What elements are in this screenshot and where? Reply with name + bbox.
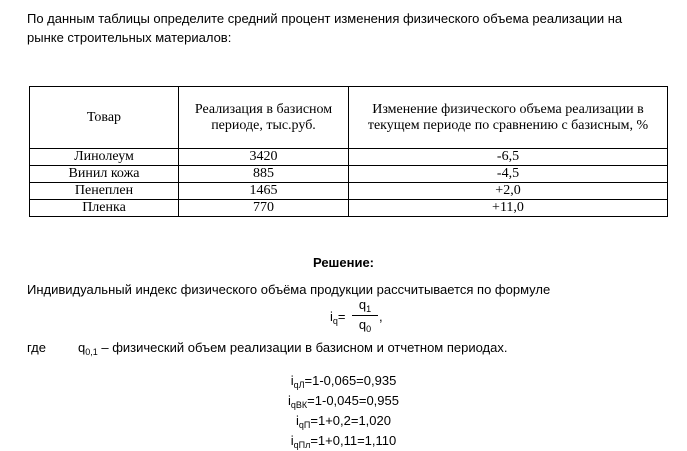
cell-product: Пленка [30,200,179,217]
formula-legend [27,340,508,355]
cell-base-sales: 770 [179,200,349,217]
cell-volume-change: -4,5 [349,166,668,183]
index-calculations [0,371,687,451]
cell-product: Пенеплен [30,183,179,200]
solution-intro: Индивидуальный индекс физического объёма продукции рассчитывается по формуле [27,282,551,297]
calc-line: $i_{qВК}=1-0,045=0,955$ [288,393,399,410]
cell-volume-change: -6,5 [349,149,668,166]
calc-line: $i_{qПл}=1+0,11=1,110$ [290,433,397,450]
table-header-row [30,87,668,149]
header-product: Товар [30,87,179,149]
legend-text: – физический объем реализации в базисном и отчетном периодах. [97,340,508,355]
formula-denominator: $q_0$ [358,317,372,334]
formula-numerator: $q_1$ [358,297,372,314]
formula-comma: , [379,309,383,324]
cell-volume-change: +2,0 [349,183,668,200]
formula-lhs: $i_q=$ [330,309,346,326]
cell-volume-change: +11,0 [349,200,668,217]
cell-product: Линолеум [30,149,179,166]
table-row [30,166,668,183]
solution-title: Решение: [312,255,375,270]
legend-where-word: где [27,340,46,355]
task-line-1: По данным таблицы определите средний процент изменения физического объема реализации на [27,11,623,26]
task-line-2: рынке строительных материалов: [27,30,232,45]
calc-line: $i_{qП}=1+0,2=1,020$ [296,413,391,430]
header-base-sales: Реализация в базисном периоде, тыс.руб. [179,87,349,149]
legend-symbol: $q_{0,1}$ [78,340,98,357]
cell-base-sales: 1465 [179,183,349,200]
header-volume-change: Изменение физического объема реализации в текущем периоде по сравнению с базисным, % [349,87,668,149]
cell-product: Винил кожа [30,166,179,183]
table-row [30,200,668,217]
table-row [30,183,668,200]
fraction-bar [352,315,378,316]
sales-table [29,86,668,217]
table-row [30,149,668,166]
cell-base-sales: 3420 [179,149,349,166]
formula-fraction [352,297,378,332]
calc-line: $i_{qЛ}=1-0,065=0,935$ [290,373,397,390]
task-statement [27,9,675,47]
cell-base-sales: 885 [179,166,349,183]
